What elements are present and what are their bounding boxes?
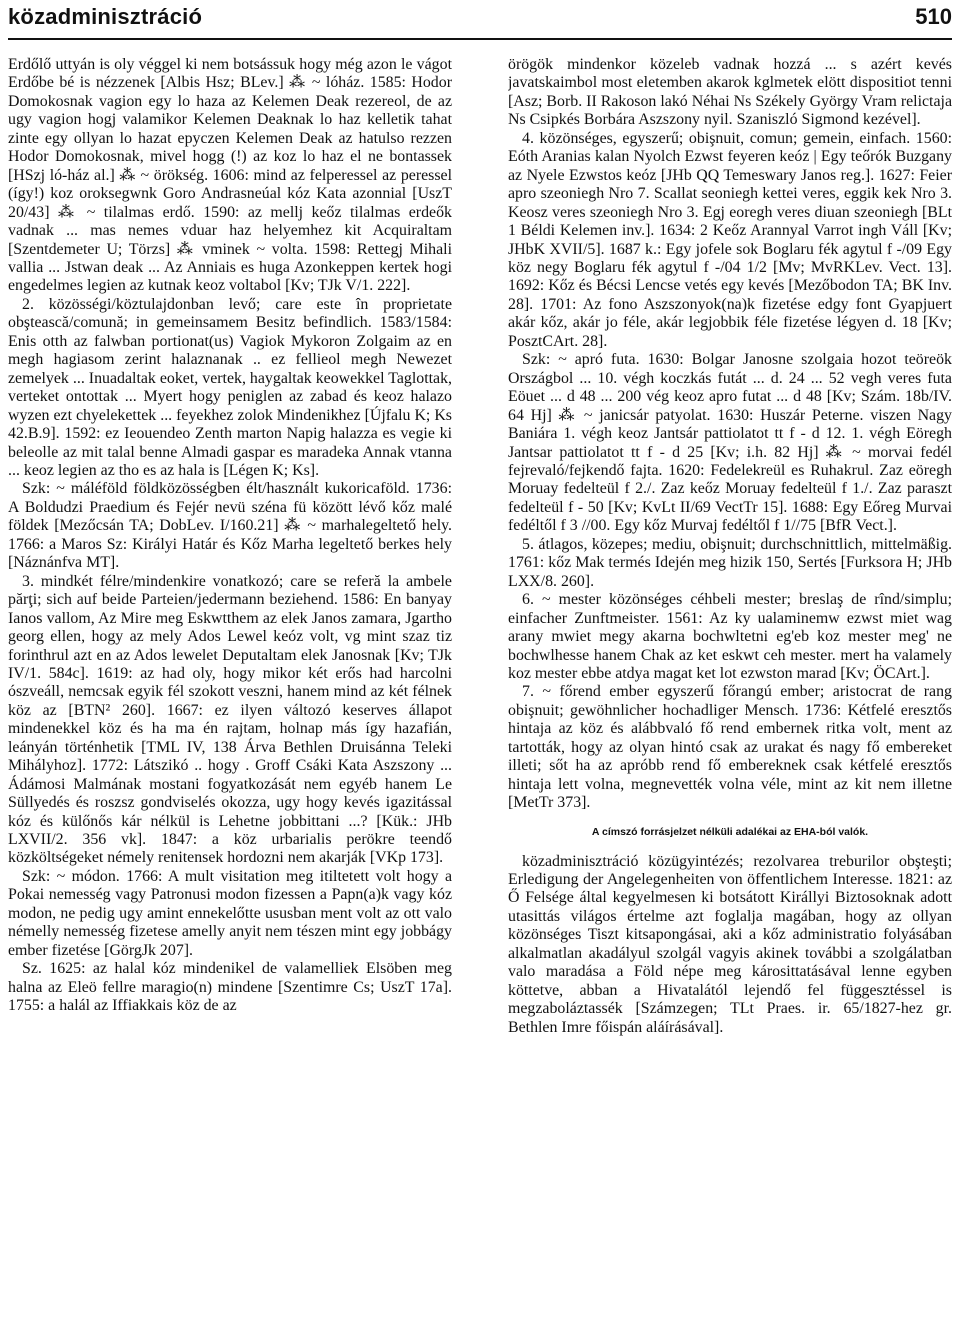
- left-paragraph: Szk: ~ máléföld földközösségben élt/használt kukoricaföld. 1736: A Boldudzi Praedium és Fejér nevü széna fü között lévő kőz malé földek [Mezőcsán TA; DobLev. I/160.21] ⁂ ~ marhalegeltető hely. 1766: a Maros Sz: Királyi Határ és Kőz Marha legeltető berkes hely [Náznánfva MT].: [8, 480, 452, 572]
- right-column: [508, 56, 952, 1332]
- page-header: [8, 0, 952, 40]
- page-number: 510: [915, 4, 952, 29]
- entry-kozadminisztracio: közadminisztráció közügyintézés; rezolvarea treburilor obşteşti; Erledigung der Angelegenheiten von öffentlichem Interesse. 1821: az Ő Felsége által kegyelmesen ki botsátott Királlyi Biztosoknak adott utasittás világos értelme azt foglalja magában, hogy az ollyan közönséges Tiszt kitsapongásai, aki a kőz administratio folyásában alkalmatlan akadályul szolgál vagyis akinek további a szolgálatban valo maradása a Föld népe meg károsittatásával lenne egyben köttetve, abban a Hivatalától lejendő fel függesztéssel is megzaboláztassék [Számzegen; TLt Praes. ir. 65/1827-hez gr. Bethlen Imre főispán aláírásával].: [508, 852, 952, 1036]
- right-paragraph: 5. átlagos, közepes; mediu, obişnuit; durchschnittlich, mittelmäßig. 1761: kőz Mak termés Idején meg hizik 150, Sertés [Furksora H; JHb LXX/8. 260].: [508, 535, 952, 590]
- left-paragraph: Szk: ~ módon. 1766: A mult visitation meg itiltetett volt hogy a Pokai nemesség vagy Patronusi modon fizessen a Papn(a)k vagy kóz modon, ne pedig ugy amint ennekelőtte ususban ment volt az ott valo némelly nemesség fizetese amelly anyit nem tészen mint egy jobbágy ember fizetése [GörgJk 207].: [8, 867, 452, 959]
- right-paragraph: Szk: ~ apró futa. 1630: Bolgar Janosne szolgaia hozot teöreök Országbol ... 10. végh koczkás futát ... d. 24 ... 52 vegh veres futa Eöuet ... d 48 ... 200 vég keoz apro futat ... d 48 [Kv; Szám. 18b/IV. 64 Hj] ⁂ ~ janicsár patyolat. 1630: Huszár Peterne. viszen Nagy Baniára 1. végh keoz Jantsár pattiolatot tt f - d 12. 1. végh Eöregh Jantsar pattiolatot tt f - d 25 [Kv; i.h. 82 Hj] ⁂ ~ morvai fedél fejrevaló/fejkendő fajta. 1620: Fedelekreül es Ruhakrul. Zaz eöregh Moruay fedelteül f 2./. Zaz keőz Moruay fedelteül f 1./. Zaz paraszt fedelteül f - 50 [Kv; KvLt II/69 VectTr 15]. 1688: Egy Eőreg Murvai fedéltől f 3 //00. Egy kőz Murvaj fedéltől f 1//75 [BfR Vect.].: [508, 351, 952, 535]
- right-paragraph: 7. ~ főrend ember egyszerű főrangú ember; aristocrat de rang obişnuit; gewöhnlicher hochadliger Mensch. 1736: Kétfelé eresztős hintaja az köz és alábbvaló fő rend embernek ritka volt, ment az tartották, hogy az olyan hintó csak az urakat és nagy fő embereket illeti; sőt ha az apróbb rend fő embereknek csak kétfelé eresztős hintaja lett volna, megnevették volna véle, mint az kit nem illetne [MetTr 373].: [508, 683, 952, 812]
- left-paragraph: Sz. 1625: az halal kóz mindenikel de valamelliek Elsöben meg halna az Eleö fellre maragio(n) mindene [Szentimre Cs; UszT 17a]. 1755: a halál az Iffiakkais köz de az: [8, 960, 452, 1015]
- right-paragraph: 6. ~ mester közönséges céhbeli mester; breslaş de rînd/simplu; einfacher Zunftmeister. 1561: Az ky ualaminemw ezwst miet wag arany mwiet megy akarna bochwltetni eg'eb koz mester meg' ne bochwlhesse hanem Chak az ket eskwt ceh mester. mert ha valamely koz mester ebbe atdya magat ket lot ezwston marad [Kv; ÖCArt.].: [508, 591, 952, 682]
- left-paragraph: 3. mindkét félre/mindenkire vonatkozó; care se referă la ambele părţi; sich auf beide Parteien/jedermann beziehend. 1586: En banyay Ianos vallom, Az Mire meg Eskwtthem az elek Janos zamara, Jgartho georg ellen, hogy az mely Ados Lewel keóz volt, vg mint szaz tiz forinthrul azt en az Ados lewelet Deputaltam elek Janosnak [Kv; TJk IV/1. 584c]. 1619: az had oly, hogy mikor két erős had harcolni ószveáll, nemcsak egyik fél szokott veszni, hanem mind az két félnek köz az [BTN² 260]. 1667: ez ilyen változó keserves állapot mindenekkel köz és ha ma én rajtam, holnap más így hazafián, leányán történhetik [TML IV, 138 Árva Bethlen Druisánna Teleki Mihályhoz]. 1772: Látszikó .. hogy . Groff Csáki Kata Aszszony ... Ádámosi Malmának mostani fogyatkozását nem egyéb hanem Le Süllyedés és roszsz gondviselés okozza, ugy hogy kevés igazitással kóz és külőnős kár nélkül is Lehetne jobbittani ...? [Kük.: JHb LXVII/2. 356 vk]. 1847: a köz urbarialis perökre teendő közköltségeket némely renitensek hordozni nem akarják [VKp 173].: [8, 572, 452, 867]
- right-paragraph: örögök mindenkor közeleb vadnak hozzá ... s azért kevés javatskaimbol most eletemben akarok kglmetek elött dispositiot tenni [Asz; Borb. II Rakoson lakó Néhai Ns Székely György Vram relictaja Ns Csipkés Borbára Aszszony nyil. Szaniszló Sigmond kezével].: [508, 56, 952, 129]
- right-paragraph: 4. közönséges, egyszerű; obişnuit, comun; gemein, einfach. 1560: Eóth Aranias kalan Nyolch Ezwst feyeren keóz | Egy teőrók Buzgany az Nyele Ezwstos keóz [JHb QQ Temeswary Janos reg.]. 1627: Feier apro szeoniegh Nro 7. Scallat seoniegh kettei veres, eggik kek Nro 3. Keosz veres szeoniegh Nro 3. Egj eoregh veres diuan szeoniegh [BLt 1 Béldi Kelemen inv.]. 1634: 2 Keőz Arannyal Varrot ingh Váll [Kv; JHbK XVII/5]. 1687 k.: Egy jofele sok Boglaru fék agytul f -/09 Egy köz negy Boglaru fék agytul f -/04 1/2 [Mv; MvRKLev. Vect. 13]. 1692: Kőz és Bécsi Lencse vetés egy kevés [Mezőbodon TA; BK Inv. 28]. 1701: Az fono Aszszonyok(na)k fizetése edgy font Gyapjuert akár kőz, akár jo féle, akár legjobbik féle fizetése légyen d. 18 [Kv; PosztCArt. 28].: [508, 129, 952, 350]
- source-footnote: A címszó forrásjelzet nélküli adalékai az EHA-ból valók.: [591, 825, 869, 838]
- left-paragraph: 2. közösségi/köztulajdonban levő; care este în proprietate obştească/comună; in gemeinsamem Besitz befindlich. 1583/1584: Enis otth az falwban portionat(us) Vagiok Mykoron Zolgaim az en megh hagiasom zerint halaznanak .. ez fellieol megh Newezet zemelyek ... Inuadaltak eoket, vertek, haygaltak keowekkel Taglottak, verteket ontottak ... Myert hogy peniglen az zabad és keoz halazo wyzen ezt chyelekettek ... feyekhez zolok Mindenikhez [Újfalu K; Ks 42.B.9]. 1592: ez Ieouendeo Zenth marton Napig halazza es vegie ki beleolle az mit talal benne Almadi gaspar es maradeka Annak vtanna ... keoz legien az tho es az hala is [Légen K; Ks].: [8, 295, 452, 479]
- left-paragraph: Erdőlő uttyán is oly véggel ki nem botsássuk hogy még azon le vágot Erdőbe bé is nézzenek [Albis Hsz; BLev.] ⁂ ~ lóház. 1585: Hodor Domokosnak vagion egy lo haza az Kelemen Deak rezereol, de az ugy vagion hogj valamikor Kelemen Deaknak lo haz kelletik tahat zinte egy ollyan lo hazat epyczen Kelemen Deak az hatulso rezzen Hodor Domokosnak, mivel hogg (!) az koz lo haz el ne bontassek [HSzj ló-ház al.] ⁂ ~ örökség. 1606: mind az felperessel az peressel (így!) koz oroksegwnk Goro Andrasneúal kóz Kata azonnial [UszT 20/43] ⁂ ~ tilalmas erdő. 1590: az mellj keőz tilalmas erdeők vadnak ... mas nemes vduar haz helyemhez kit Acquiraltam [Szentdemeter U; Törzs] ⁂ vminek ~ volta. 1598: Rettegj Mihali vallia ... Jstwan deak ... Az Anniais es huga Azonkeppen kertek hogi engedelmes legien az kutnak keoz voltabol [Kv; TJk V/1. 222].: [8, 56, 452, 295]
- running-head-entry: közadminisztráció: [8, 4, 203, 29]
- left-column: [8, 56, 452, 1332]
